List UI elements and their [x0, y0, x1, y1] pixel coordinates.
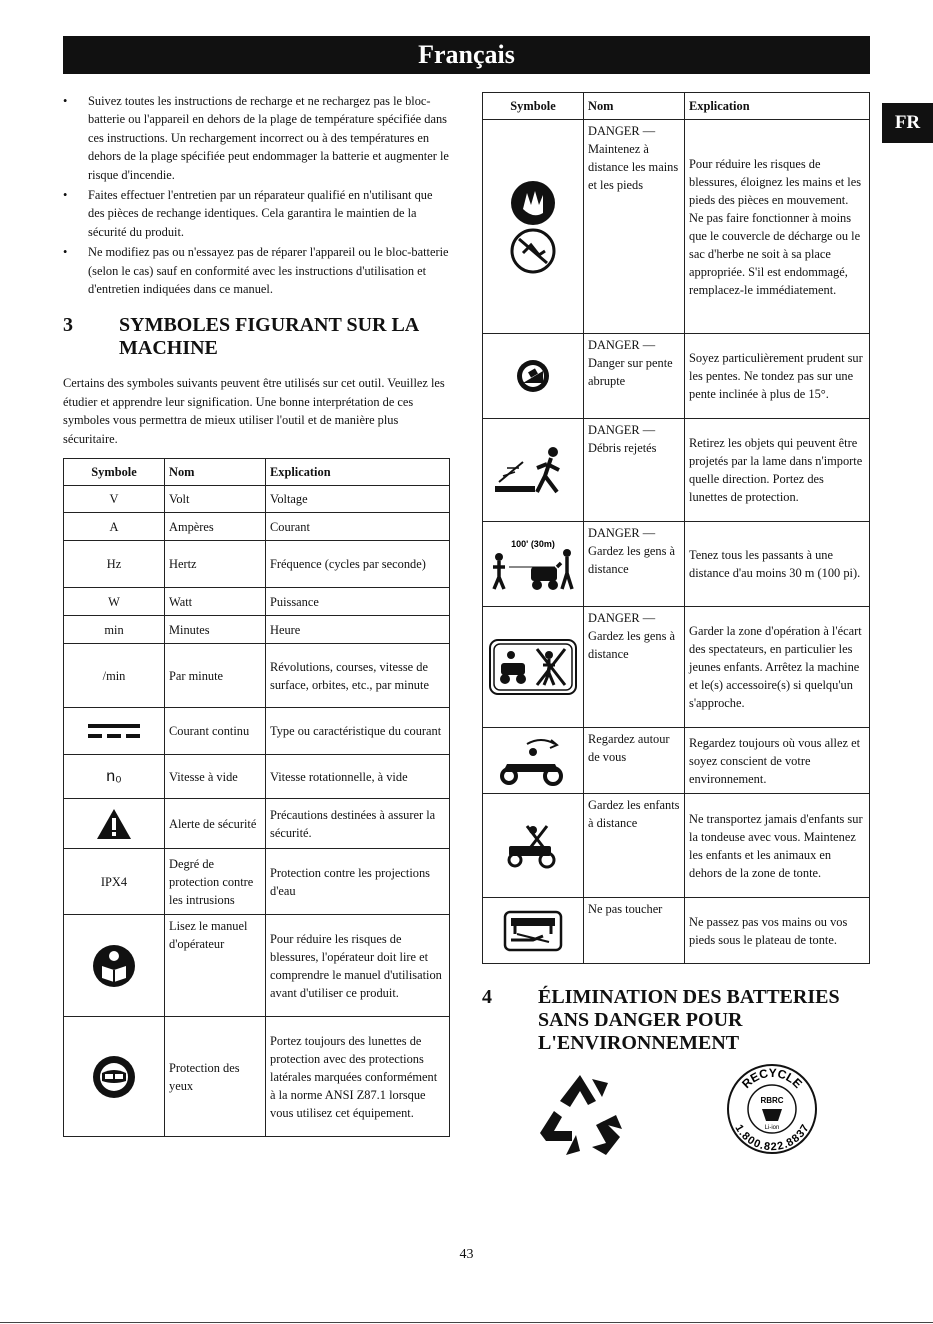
symbol-cell: [64, 799, 165, 849]
table-row: [483, 120, 870, 334]
table-row: [64, 588, 450, 616]
symbol-cell: n₀: [64, 755, 165, 799]
right-column: [482, 92, 870, 1165]
explanation-cell: Puissance: [266, 588, 450, 616]
symbol-cell: min: [64, 616, 165, 644]
explanation-cell: Vitesse rotationnelle, à vide: [266, 755, 450, 799]
seal-middle-text: RBRC: [760, 1096, 784, 1105]
name-cell: DANGER — Maintenez à distance les mains et les pieds: [584, 120, 685, 334]
column-header-explanation: Explication: [266, 459, 450, 486]
direct-current-icon: [88, 720, 140, 742]
explanation-cell: Pour réduire les risques de blessures, l'opérateur doit lire et comprendre le manuel d'utilisation avant d'utiliser ce produit.: [266, 915, 450, 1017]
no-passengers-icon: [503, 822, 563, 870]
left-column: [63, 92, 450, 1137]
symbol-cell: Hz: [64, 541, 165, 588]
symbols-table-left: [63, 458, 450, 1137]
explanation-cell: Ne transportez jamais d'enfants sur la tondeuse avec vous. Maintenez les enfants et les animaux en dehors de la zone de tonte.: [685, 794, 870, 898]
explanation-cell: Précautions destinées à assurer la sécurité.: [266, 799, 450, 849]
bullet-item: • Ne modifiez pas ou n'essayez pas de réparer l'appareil ou le bloc-batterie (selon le cas) sauf en conformité avec les instructions d'utilisation et d'entretien indiquées dans ce manuel.: [63, 243, 450, 298]
recycle-icon: [536, 1071, 624, 1159]
steep-slope-icon: [516, 359, 550, 393]
explanation-cell: Fréquence (cycles par seconde): [266, 541, 450, 588]
svg-text:RECYCLE: [739, 1066, 805, 1091]
table-row: [64, 486, 450, 513]
table-row: [483, 794, 870, 898]
explanation-cell: Protection contre les projections d'eau: [266, 849, 450, 915]
name-cell: Alerte de sécurité: [165, 799, 266, 849]
explanation-cell: Révolutions, courses, vitesse de surface, orbites, etc., par minute: [266, 644, 450, 708]
table-row: [64, 755, 450, 799]
section-3-heading: [63, 314, 450, 360]
explanation-cell: Tenez tous les passants à une distance d'au moins 30 m (100 pi).: [685, 522, 870, 607]
safety-bullet-list: [63, 92, 450, 298]
table-row: [483, 522, 870, 607]
name-cell: Ne pas toucher: [584, 898, 685, 964]
keep-children-away-icon: [489, 639, 577, 695]
symbol-cell: [483, 898, 584, 964]
symbol-cell: [483, 120, 584, 334]
section-number: 3: [63, 314, 73, 337]
language-tab: FR: [882, 103, 933, 143]
symbol-cell: /min: [64, 644, 165, 708]
column-header-explanation: Explication: [685, 93, 870, 120]
read-manual-icon: [92, 944, 136, 988]
name-cell: Gardez les enfants à distance: [584, 794, 685, 898]
eye-protection-icon: [92, 1055, 136, 1099]
section-title: SYMBOLES FIGURANT SUR LA MACHINE: [119, 314, 419, 360]
table-row: [483, 728, 870, 794]
name-cell: Degré de protection contre les intrusions: [165, 849, 266, 915]
explanation-cell: Retirez les objets qui peuvent être projetés par la lame dans n'importe quelle direction. Portez des lunettes de protection.: [685, 419, 870, 522]
explanation-cell: Heure: [266, 616, 450, 644]
page-number: 43: [459, 1247, 474, 1262]
table-row: [64, 541, 450, 588]
symbol-cell: [483, 419, 584, 522]
symbol-cell: [64, 915, 165, 1017]
footer-rule: [0, 1322, 933, 1323]
explanation-cell: Ne passez pas vos mains ou vos pieds sous le plateau de tonte.: [685, 898, 870, 964]
name-cell: Minutes: [165, 616, 266, 644]
table-row: [64, 799, 450, 849]
table-row: [64, 849, 450, 915]
table-row: [64, 1017, 450, 1137]
name-cell: Volt: [165, 486, 266, 513]
table-header-row: [64, 459, 450, 486]
table-row: [64, 644, 450, 708]
name-cell: Protection des yeux: [165, 1017, 266, 1137]
name-cell: Courant continu: [165, 708, 266, 755]
seal-top-text: RECYCLE: [739, 1065, 805, 1092]
hand-foot-blade-icon: [509, 179, 557, 275]
bullet-item: • Faites effectuer l'entretien par un réparateur qualifié en n'utilisant que des pièces de rechange identiques. Cela garantira le maintien de la sécurité du produit.: [63, 186, 450, 241]
symbol-cell: [483, 334, 584, 419]
symbol-cell: V: [64, 486, 165, 513]
symbol-cell: [64, 708, 165, 755]
name-cell: Par minute: [165, 644, 266, 708]
section-4-heading: [482, 986, 870, 1055]
explanation-cell: Courant: [266, 513, 450, 541]
explanation-cell: Pour réduire les risques de blessures, éloignez les mains et les pieds des pièces en mouvement. Ne pas faire fonctionner à moins que le couvercle de décharge ou le sac d'herbe ne soit à sa place appropriée. S'il est endommagé, remplacez-le immédiatement.: [685, 120, 870, 334]
table-header-row: [483, 93, 870, 120]
table-row: [64, 708, 450, 755]
section-title: ÉLIMINATION DES BATTERIES SANS DANGER POUR L'ENVIRONNEMENT: [538, 986, 840, 1054]
thrown-debris-icon: [493, 442, 573, 498]
symbol-cell: A: [64, 513, 165, 541]
name-cell: DANGER — Gardez les gens à distance: [584, 522, 685, 607]
bystander-distance-icon: [491, 537, 575, 591]
no-touch-deck-icon: [503, 910, 563, 952]
explanation-cell: Garder la zone d'opération à l'écart des spectateurs, en particulier les jeunes enfants. Arrêtez la machine et le(s) accessoire(s) si quelqu'un s'approche.: [685, 607, 870, 728]
table-row: [483, 898, 870, 964]
seal-bottom-text: 1.800.822.8837: [732, 1122, 812, 1154]
recycling-symbols: [482, 1055, 870, 1165]
section-number: 4: [482, 986, 492, 1008]
column-header-name: Nom: [584, 93, 685, 120]
name-cell: DANGER — Gardez les gens à distance: [584, 607, 685, 728]
table-row: [64, 513, 450, 541]
name-cell: Ampères: [165, 513, 266, 541]
table-row: [64, 915, 450, 1017]
bullet-item: • Suivez toutes les instructions de recharge et ne rechargez pas le bloc-batterie ou l'appareil en dehors de la plage de température spécifiée dans ces instructions. Un rechargement incorrect ou à des températures en dehors de la plage spécifiée peut endommager la batterie et augmenter le risque d'incendie.: [63, 92, 450, 184]
column-header-symbol: Symbole: [483, 93, 584, 120]
name-cell: DANGER — Danger sur pente abrupte: [584, 334, 685, 419]
explanation-cell: Soyez particulièrement prudent sur les pentes. Ne tondez pas sur une pente inclinée à plus de 15°.: [685, 334, 870, 419]
table-row: [64, 616, 450, 644]
explanation-cell: Regardez toujours où vous allez et soyez conscient de votre environnement.: [685, 728, 870, 794]
explanation-cell: Type ou caractéristique du courant: [266, 708, 450, 755]
symbol-cell: [483, 794, 584, 898]
warning-triangle-icon: [95, 807, 133, 841]
language-banner: Français: [63, 36, 870, 74]
symbol-cell: [483, 522, 584, 607]
symbol-cell: IPX4: [64, 849, 165, 915]
name-cell: Vitesse à vide: [165, 755, 266, 799]
explanation-cell: Voltage: [266, 486, 450, 513]
distance-label: 100' (30m): [511, 539, 555, 549]
name-cell: Hertz: [165, 541, 266, 588]
symbols-table-right: [482, 92, 870, 964]
column-header-symbol: Symbole: [64, 459, 165, 486]
name-cell: Lisez le manuel d'opérateur: [165, 915, 266, 1017]
table-row: [483, 419, 870, 522]
symbol-cell: [483, 607, 584, 728]
table-row: [483, 334, 870, 419]
table-row: [483, 607, 870, 728]
name-cell: Regardez autour de vous: [584, 728, 685, 794]
symbol-cell: W: [64, 588, 165, 616]
column-header-name: Nom: [165, 459, 266, 486]
rbrc-recycle-seal: [726, 1063, 818, 1155]
name-cell: Watt: [165, 588, 266, 616]
symbol-cell: [64, 1017, 165, 1137]
seal-inner-text: Li-ion: [764, 1125, 780, 1131]
explanation-cell: Portez toujours des lunettes de protection avec des protections latérales marquées conformément à la norme ANSI Z87.1 lorsque vous utilisez cet équipement.: [266, 1017, 450, 1137]
name-cell: DANGER — Débris rejetés: [584, 419, 685, 522]
symbol-cell: [483, 728, 584, 794]
look-behind-icon: [493, 736, 573, 786]
section-3-intro: Certains des symboles suivants peuvent être utilisés sur cet outil. Veuillez les étudier et apprendre leur signification. Une bonne interprétation de ces symboles vous permettra de mieux utiliser l'outil et de manière plus sécuritaire.: [63, 376, 445, 446]
